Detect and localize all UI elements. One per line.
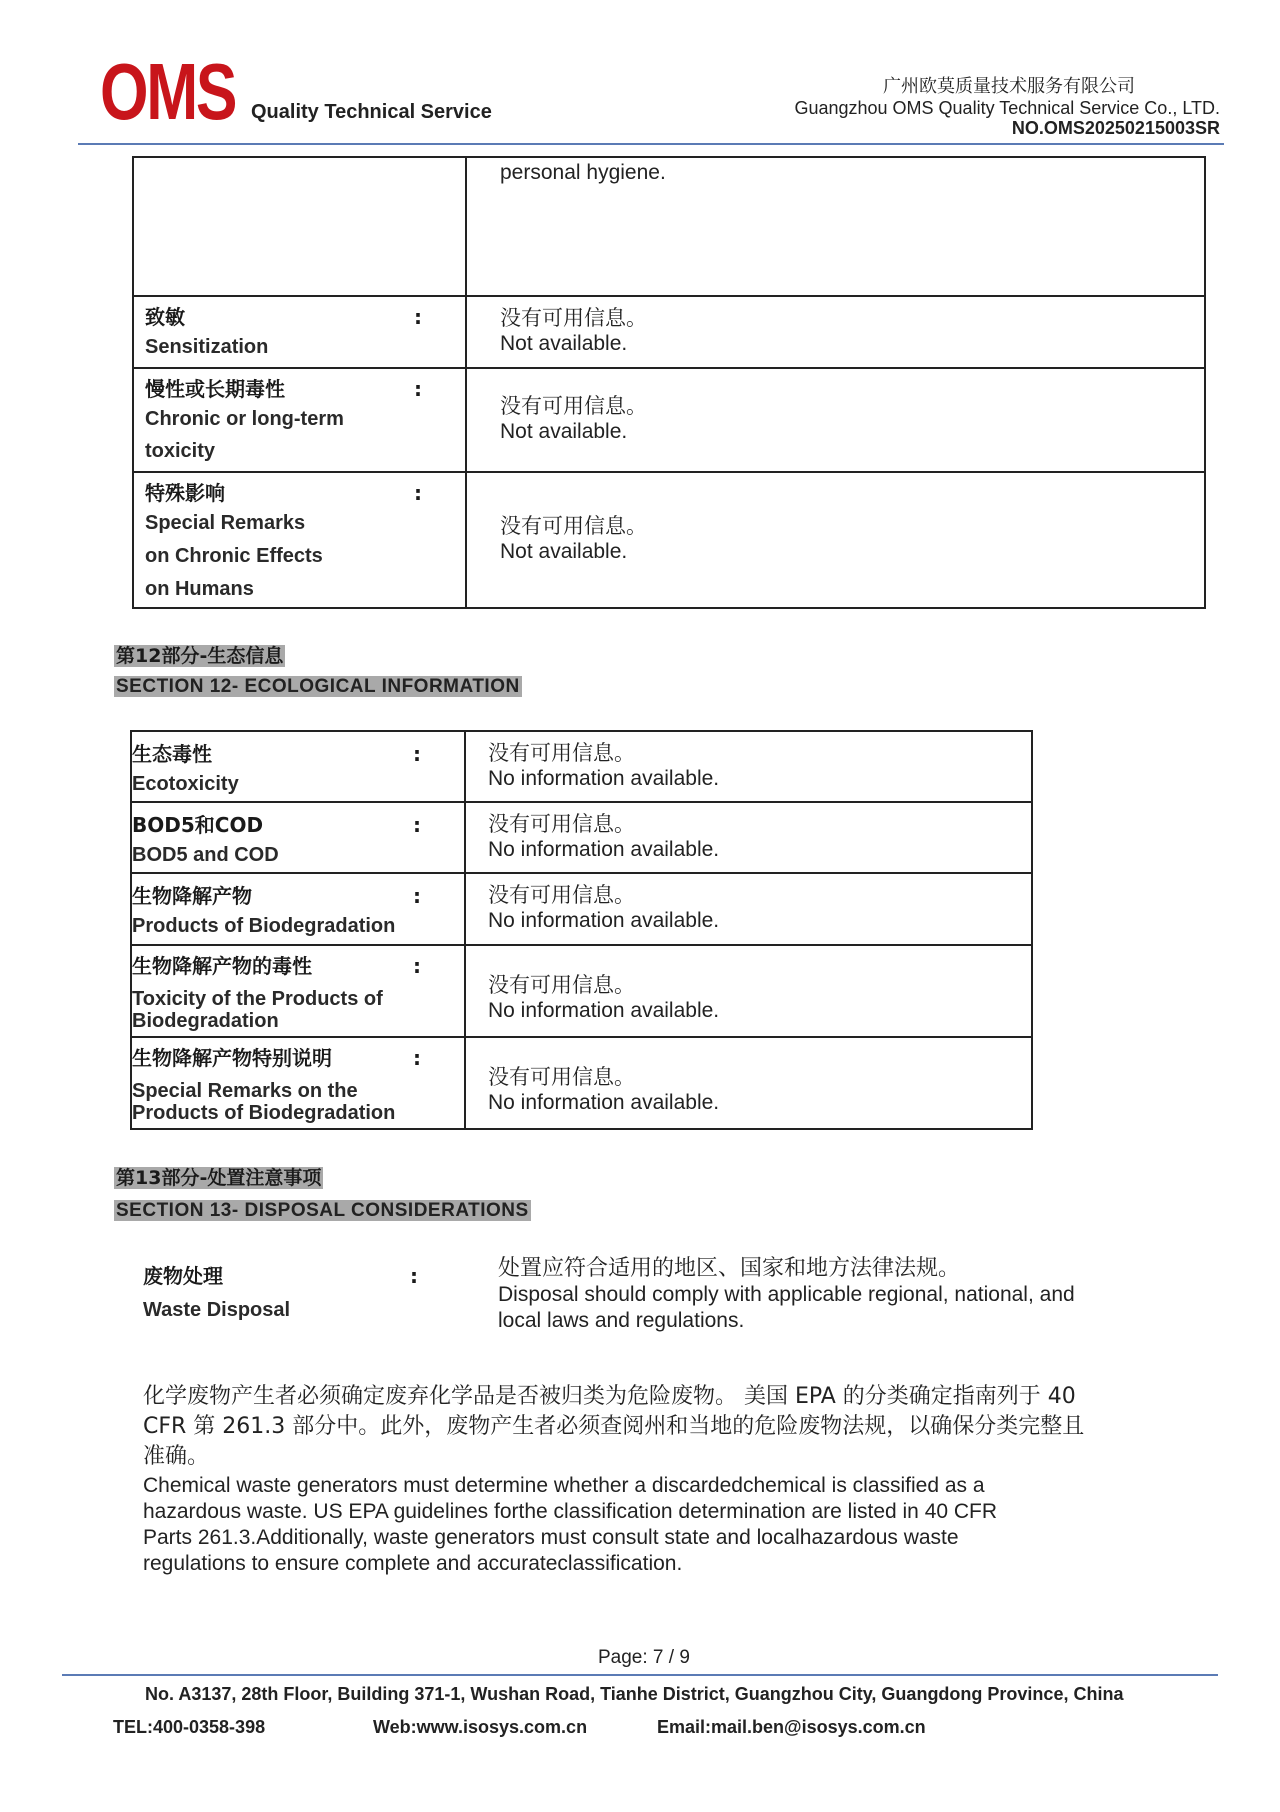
colon: : xyxy=(414,377,422,401)
section12-title-en: SECTION 12- ECOLOGICAL INFORMATION xyxy=(116,676,520,697)
disposal-paragraph-en xyxy=(143,1473,997,1577)
label-en: Toxicity of the Products of xyxy=(132,988,383,1010)
label-cn: 致敏 xyxy=(145,305,185,329)
table-row xyxy=(133,368,1205,472)
value-en: No information available. xyxy=(488,909,720,932)
label-cell xyxy=(133,157,466,296)
table-row xyxy=(131,1037,1032,1129)
label-en: Special Remarks on the xyxy=(132,1080,358,1102)
value-cn: 没有可用信息。 xyxy=(500,394,647,418)
value-en: Not available. xyxy=(500,540,628,563)
table-row xyxy=(133,157,1205,296)
table-row xyxy=(131,731,1032,802)
footer-divider xyxy=(62,1674,1218,1676)
paragraph-line: hazardous waste. US EPA guidelines forthe classification determination are listed in 40 CFR xyxy=(143,1500,998,1523)
value-en: No information available. xyxy=(488,838,720,861)
label-cn: 生物降解产物特别说明 xyxy=(132,1046,332,1070)
label-cell xyxy=(131,873,465,945)
label-cell xyxy=(133,368,466,472)
value-cell xyxy=(465,945,1032,1037)
value-cn: 没有可用信息。 xyxy=(488,883,635,907)
label-en: Biodegradation xyxy=(132,1010,279,1032)
label-cell xyxy=(131,802,465,873)
oms-logo: OMS xyxy=(100,47,236,136)
label-en: on Humans xyxy=(145,578,254,600)
value-cell xyxy=(466,157,1205,296)
label-en: Chronic or long-term xyxy=(145,408,344,430)
value-en: No information available. xyxy=(488,999,720,1022)
footer-web[interactable]: Web:www.isosys.com.cn xyxy=(373,1717,588,1737)
value-cell xyxy=(465,731,1032,802)
waste-disposal-label xyxy=(143,1262,290,1327)
value-cell xyxy=(465,1037,1032,1129)
continuation-text: personal hygiene. xyxy=(500,161,666,184)
value-cn: 没有可用信息。 xyxy=(488,812,635,836)
report-number: NO.OMS20250215003SR xyxy=(1011,118,1220,138)
label-cell xyxy=(133,296,466,368)
footer-address: No. A3137, 28th Floor, Building 371-1, Wushan Road, Tianhe District, Guangzhou City, Guangdong Province, China xyxy=(145,1684,1124,1704)
waste-disposal-value xyxy=(498,1256,1075,1334)
colon: : xyxy=(410,1264,418,1288)
colon: : xyxy=(414,305,422,329)
colon: : xyxy=(414,481,422,505)
label-en: BOD5 and COD xyxy=(132,844,279,866)
footer-tel: TEL:400-0358-398 xyxy=(113,1717,266,1737)
value-cn: 没有可用信息。 xyxy=(488,1065,635,1089)
value-cn: 处置应符合适用的地区、国家和地方法律法规。 xyxy=(498,1256,961,1281)
label-cn: 特殊影响 xyxy=(145,481,225,505)
value-cn: 没有可用信息。 xyxy=(488,741,635,765)
label-en: Ecotoxicity xyxy=(132,773,239,795)
footer-email[interactable]: Email:mail.ben@isosys.com.cn xyxy=(657,1717,926,1737)
disposal-paragraph-cn xyxy=(143,1382,1084,1472)
header-tagline: Quality Technical Service xyxy=(251,101,492,123)
value-en: Not available. xyxy=(500,332,628,355)
label-en: Special Remarks xyxy=(145,512,306,534)
label-cell xyxy=(131,731,465,802)
label-cell xyxy=(131,945,465,1037)
label-cn: 生物降解产物的毒性 xyxy=(132,954,312,978)
colon: : xyxy=(413,742,421,766)
section12-title-cn: 第12部分-生态信息 xyxy=(116,645,284,667)
label-en: on Chronic Effects xyxy=(145,545,323,567)
section13-title-cn: 第13部分-处置注意事项 xyxy=(116,1167,322,1189)
value-cell xyxy=(466,472,1205,608)
colon: : xyxy=(413,884,421,908)
value-cn: 没有可用信息。 xyxy=(500,514,647,538)
paragraph-line: CFR 第 261.3 部分中。此外，废物产生者必须查阅州和当地的危险废物法规，以确保分类完整且 xyxy=(143,1414,1085,1439)
paragraph-line: Chemical waste generators must determine whether a discardedchemical is classified as a xyxy=(143,1474,985,1497)
paragraph-line: regulations to ensure complete and accurateclassification. xyxy=(143,1552,683,1575)
table-row xyxy=(131,873,1032,945)
table-row xyxy=(131,802,1032,873)
label-cn: 慢性或长期毒性 xyxy=(145,377,285,401)
paragraph-line: 化学废物产生者必须确定废弃化学品是否被归类为危险废物。 美国 EPA 的分类确定指南列于 40 xyxy=(143,1384,1076,1409)
ecological-table xyxy=(130,730,1033,1130)
colon: : xyxy=(413,1046,421,1070)
label-cn: 生态毒性 xyxy=(132,742,212,766)
colon: : xyxy=(413,813,421,837)
label-cn: 废物处理 xyxy=(143,1264,223,1288)
table-row xyxy=(133,472,1205,608)
label-en: Products of Biodegradation xyxy=(132,1102,396,1124)
table-row xyxy=(133,296,1205,368)
page-number: Page: 7 / 9 xyxy=(598,1647,690,1668)
value-en: Not available. xyxy=(500,420,628,443)
paragraph-line: 准确。 xyxy=(143,1444,210,1469)
value-en: No information available. xyxy=(488,767,720,790)
label-cn: BOD5和COD xyxy=(132,813,264,837)
label-en: Products of Biodegradation xyxy=(132,915,396,937)
section13-title-en: SECTION 13- DISPOSAL CONSIDERATIONS xyxy=(116,1200,529,1221)
label-en: toxicity xyxy=(145,440,216,462)
value-cell xyxy=(465,873,1032,945)
toxicity-table xyxy=(132,156,1206,609)
label-cell xyxy=(133,472,466,608)
value-en: No information available. xyxy=(488,1091,720,1114)
label-cell xyxy=(131,1037,465,1129)
value-en: Disposal should comply with applicable regional, national, and xyxy=(498,1283,1075,1306)
table-row xyxy=(131,945,1032,1037)
header-divider xyxy=(78,143,1224,145)
paragraph-line: Parts 261.3.Additionally, waste generators must consult state and localhazardous waste xyxy=(143,1526,959,1549)
value-en: local laws and regulations. xyxy=(498,1309,745,1332)
value-cn: 没有可用信息。 xyxy=(500,306,647,330)
company-name-en: Guangzhou OMS Quality Technical Service Co., LTD. xyxy=(794,98,1220,118)
company-name-cn: 广州欧莫质量技术服务有限公司 xyxy=(883,76,1135,97)
label-en: Waste Disposal xyxy=(143,1299,291,1321)
value-cell xyxy=(466,368,1205,472)
value-cell xyxy=(466,296,1205,368)
label-cn: 生物降解产物 xyxy=(132,884,252,908)
value-cn: 没有可用信息。 xyxy=(488,973,635,997)
value-cell xyxy=(465,802,1032,873)
label-en: Sensitization xyxy=(145,336,269,358)
colon: : xyxy=(413,954,421,978)
